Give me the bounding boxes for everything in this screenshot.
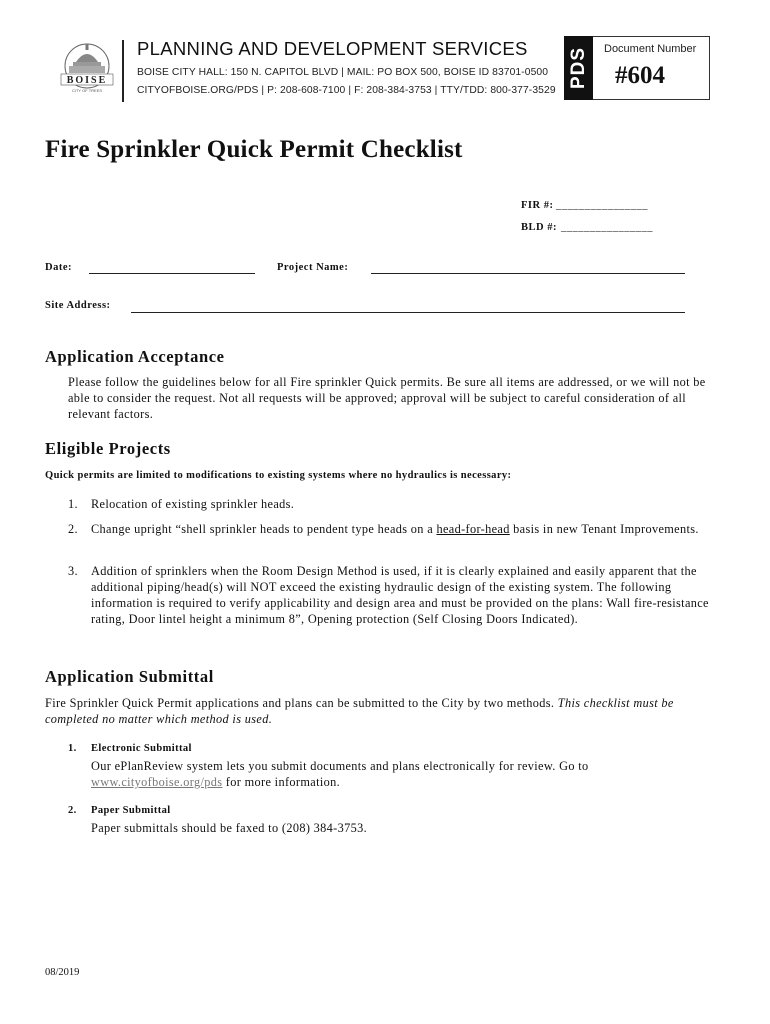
checklist-note: This checklist must be completed no matter which method is used. — [45, 696, 674, 726]
pds-tab: PDS — [564, 36, 593, 100]
project-name-label: Project Name: — [277, 262, 349, 273]
list-item: Relocation of existing sprinkler heads. — [91, 497, 295, 511]
project-name-field[interactable] — [371, 273, 685, 274]
svg-text:BOISE: BOISE — [66, 75, 108, 86]
list-item: Change upright “shell sprinkler heads to pendent type heads on a head-for-head basis in new Tenant Improvements. — [91, 522, 699, 536]
list-item-number: 3. — [68, 564, 78, 578]
eligible-projects-intro: Quick permits are limited to modifications to existing systems where no hydraulics is necessary: — [45, 470, 512, 481]
header-divider — [122, 40, 124, 102]
date-field[interactable] — [89, 273, 255, 274]
list-item: Addition of sprinklers when the Room Design Method is used, if it is clearly explained and easily apparent that the additional piping/head(s) will NOT exceed the existing hydraulic design of the existing system. The following information is required to verify applicability and design area and must be provided on the plans: Wall fire-resistance rating, Door lintel height a minimum 8”, Opening protection (Self Closing Doors Indicated). — [91, 564, 709, 626]
footer-date: 08/2019 — [45, 967, 80, 978]
date-label: Date: — [45, 262, 72, 273]
fir-label: FIR #: — [521, 200, 554, 211]
site-address-label: Site Address: — [45, 300, 111, 311]
fir-field[interactable]: ________________ — [556, 200, 648, 211]
svg-text:CITY OF TREES: CITY OF TREES — [71, 88, 103, 93]
address-line: BOISE CITY HALL: 150 N. CAPITOL BLVD | MAIL: PO BOX 500, BOISE ID 83701-0500 — [137, 67, 549, 78]
boise-city-seal-logo — [58, 40, 116, 102]
page-title: Fire Sprinkler Quick Permit Checklist — [45, 136, 463, 163]
application-submittal-intro: Fire Sprinkler Quick Permit applications and plans can be submitted to the City by two methods. This checklist must be completed no matter which method is used. — [45, 696, 674, 726]
document-number-label: Document Number — [604, 43, 697, 55]
list-item-number: 1. — [68, 497, 78, 511]
contact-line: CITYOFBOISE.ORG/PDS | P: 208-608-7100 | F: 208-384-3753 | TTY/TDD: 800-377-3529 — [137, 85, 556, 96]
site-address-field[interactable] — [131, 312, 685, 313]
eligible-projects-heading: Eligible Projects — [45, 439, 171, 458]
paper-submittal-title: Paper Submittal — [91, 805, 171, 816]
pds-website-link[interactable]: www.cityofboise.org/pds — [91, 775, 223, 789]
document-number: #604 — [615, 62, 665, 89]
application-acceptance-heading: Application Acceptance — [45, 347, 225, 366]
application-submittal-heading: Application Submittal — [45, 667, 214, 686]
application-acceptance-body: Please follow the guidelines below for all Fire sprinkler Quick permits. Be sure all items are addressed, or we will not be able to consider the request. Not all requests will be approved; approval will be subject to careful consideration of all relevant factors. — [68, 375, 706, 421]
bld-label: BLD #: — [521, 222, 557, 233]
electronic-submittal-body: Our ePlanReview system lets you submit documents and plans electronically for review. Go to www.cityofboise.org/pds for more information. — [91, 759, 589, 789]
list-item-number: 2. — [68, 522, 78, 536]
list-item-number: 1. — [68, 743, 77, 754]
electronic-submittal-title: Electronic Submittal — [91, 743, 192, 754]
bld-field[interactable]: ________________ — [561, 222, 653, 233]
paper-submittal-body: Paper submittals should be faxed to (208) 384-3753. — [91, 821, 368, 835]
department-name: PLANNING AND DEVELOPMENT SERVICES — [137, 38, 528, 59]
head-for-head-underlined: head-for-head — [436, 522, 510, 536]
list-item-number: 2. — [68, 805, 77, 816]
